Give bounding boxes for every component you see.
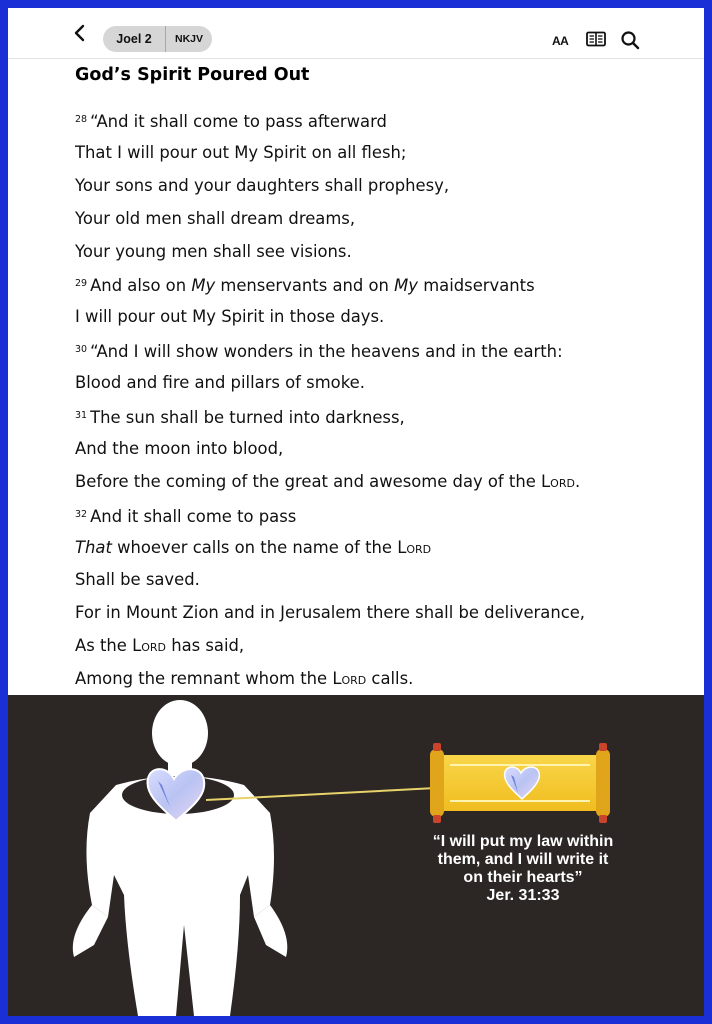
illustration-caption <box>358 833 688 905</box>
search-icon[interactable] <box>620 30 640 50</box>
verse-line <box>75 301 695 334</box>
italic-word: My <box>394 276 418 296</box>
verse-line <box>75 268 695 301</box>
verse-text: whoever calls on the name of the <box>111 537 398 557</box>
verse-number: 30 <box>75 344 88 356</box>
lord-small-caps: Lord <box>332 669 367 689</box>
verse-text: “And it shall come to pass afterward <box>90 112 387 131</box>
verse-text: For in Mount Zion and in Jerusalem there shall be deliverance, <box>75 603 586 623</box>
caption-line: “I will put my law within <box>432 833 614 850</box>
verse-text: Your sons and your daughters shall prophesy, <box>75 175 450 195</box>
text-size-button[interactable]: AA <box>552 34 569 48</box>
verse-number: 28 <box>75 114 88 125</box>
verse-text: As the <box>75 636 133 656</box>
verse-number: 32 <box>75 508 88 520</box>
section-heading: God’s Spirit Poured Out <box>75 65 310 85</box>
verse-text: I will pour out My Spirit in those days. <box>75 307 385 327</box>
verse-text: And the moon into blood, <box>75 438 284 458</box>
verse-line <box>75 203 695 236</box>
italic-word: That <box>75 537 112 557</box>
verse-text: menservants and on <box>215 276 395 296</box>
verse-text: Shall be saved. <box>75 570 200 590</box>
verse-line <box>75 170 695 203</box>
verse-text: Your young men shall see visions. <box>75 241 352 261</box>
verse-line <box>75 630 695 663</box>
chevron-left-icon[interactable] <box>70 23 90 43</box>
passage-selector <box>103 26 212 52</box>
verse-text: calls. <box>366 669 414 689</box>
verse-number: 31 <box>75 410 88 422</box>
lord-small-caps: Lord <box>541 471 575 491</box>
verse-text: Your old men shall dream dreams, <box>75 208 356 228</box>
scripture-passage <box>75 104 695 696</box>
verse-line <box>75 334 695 367</box>
verse-text: “And I will show wonders in the heavens and in the earth: <box>90 342 563 362</box>
man-silhouette <box>73 700 287 1016</box>
lord-small-caps: Lord <box>132 636 166 656</box>
italic-word: My <box>191 276 216 296</box>
caption-line: on their hearts” <box>463 869 583 886</box>
book-icon[interactable] <box>586 31 606 47</box>
lord-small-caps: Lord <box>397 537 432 557</box>
verse-text: And also on <box>90 276 192 296</box>
verse-text: Among the remnant whom the <box>75 669 333 689</box>
verse-line <box>75 663 695 696</box>
verse-line <box>75 499 695 532</box>
heart-law-illustration <box>8 695 704 1016</box>
caption-reference: Jer. 31:33 <box>486 887 560 904</box>
verse-line <box>75 532 695 565</box>
verse-line <box>75 597 695 630</box>
verse-text: has said, <box>165 636 245 656</box>
verse-line <box>75 367 695 400</box>
verse-text: That I will pour out My Spirit on all flesh; <box>75 142 407 162</box>
verse-line <box>75 564 695 597</box>
verse-text: And it shall come to pass <box>90 506 297 526</box>
caption-line: them, and I will write it <box>437 851 609 868</box>
verse-line <box>75 236 695 269</box>
version-button[interactable]: NKJV <box>174 33 203 45</box>
verse-line <box>75 137 695 170</box>
verse-text: Blood and fire and pillars of smoke. <box>75 373 365 393</box>
verse-text: maidservants <box>418 276 535 296</box>
book-chapter-button[interactable]: Joel 2 <box>103 26 166 52</box>
reader-window <box>8 8 704 1016</box>
verse-line <box>75 433 695 466</box>
verse-number: 29 <box>75 278 88 290</box>
verse-text: . <box>574 471 581 491</box>
verse-line <box>75 400 695 433</box>
verse-text: Before the coming of the great and awesome day of the <box>75 471 542 491</box>
verse-text: The sun shall be turned into darkness, <box>90 408 405 428</box>
verse-line <box>75 104 695 137</box>
top-toolbar <box>8 8 704 59</box>
verse-line <box>75 466 695 499</box>
